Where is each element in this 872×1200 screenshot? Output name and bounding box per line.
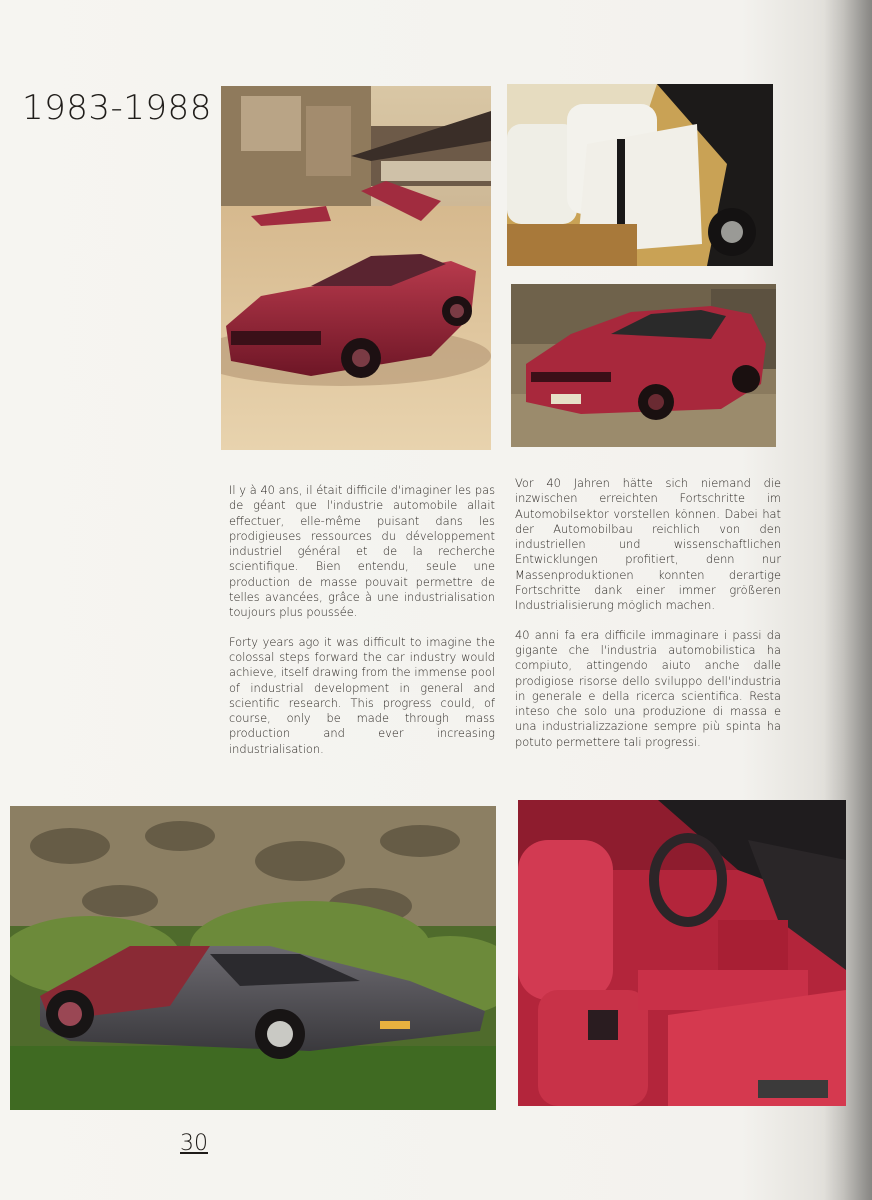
text-column-left [229,483,495,771]
page-number: 30 [180,1131,208,1156]
red-gullwing-coupe-photo [221,86,491,450]
paragraph-german: Vor 40 Jahren hätte sich niemand die inzwischen erreichten Fortschritte im Automobilsektor vorstellen können. Dabei hat der Automobilbau reichlich von den industriellen und wissenschaftlichen Entwicklungen profitiert, denn nur Massenproduktionen konnten derartige Fortschritte dank einer immer größeren Industrialisierung möglich machen. [515,476,781,613]
text-column-right [515,476,781,764]
grey-sports-car-photo [10,806,496,1110]
red-hatchback-photo [511,284,776,447]
paragraph-english: Forty years ago it was difficult to imagine the colossal steps forward the car industry would achieve, itself drawing from the immense pool of industrial development in general and scientific research. This progress could, of course, only be made through mass production and ever increasing industrialisation. [229,634,495,756]
red-leather-interior-photo [518,800,846,1106]
page-title: 1983-1988 [22,88,212,128]
paragraph-italian: 40 anni fa era difficile immaginare i passi da gigante che l'industria automobilistica ha compiuto, attingendo aiuto anche dalle prodigiose risorse dello sviluppo dell'industria in generale e della ricerca scientifica. Resta inteso che solo una produzione di massa e una industrializzazione sempre più spinta ha potuto permettere tali progressi. [515,627,781,749]
paragraph-french: Il y à 40 ans, il était difficile d'imaginer les pas de géant que l'industrie automobile allait effectuer, elle-même puisant dans les prodigieuses ressources du développement industriel général et de la recherche scientifique. Bien entendu, seule une production de masse pouvait permettre de telles avancées, grâce à une industrialisation toujours plus poussée. [229,483,495,620]
white-leather-seats-photo [507,84,773,266]
